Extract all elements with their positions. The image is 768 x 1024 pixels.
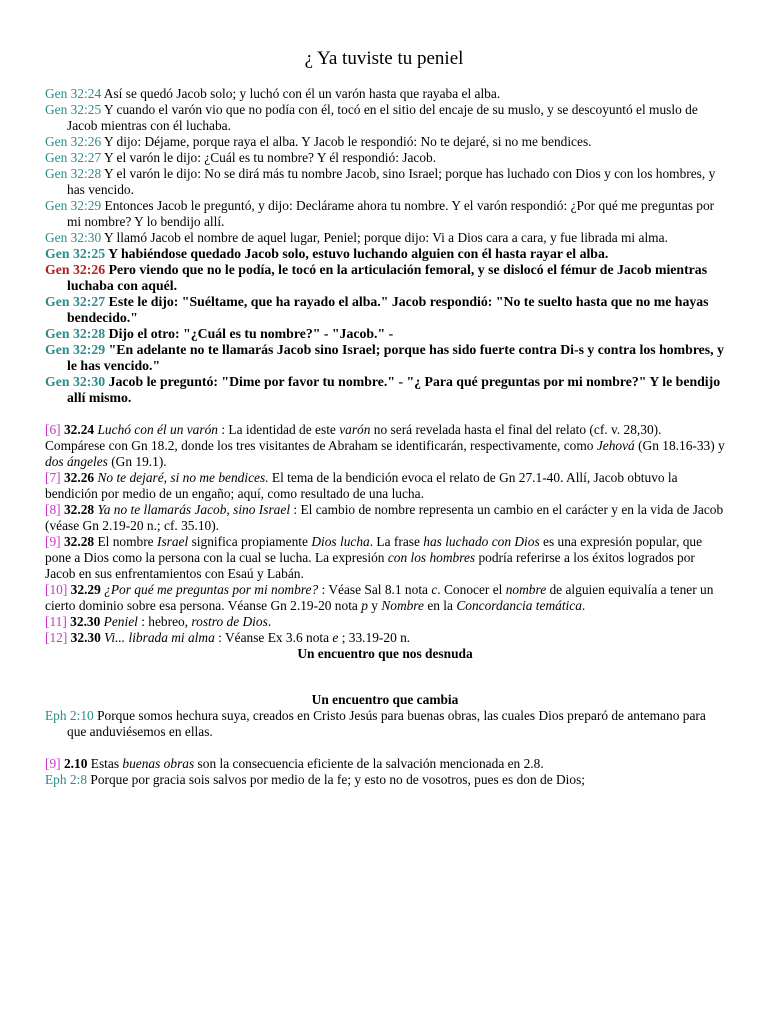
- footnote-number[interactable]: [9]: [45, 756, 61, 771]
- verse-number: 32.28: [63, 534, 95, 549]
- verse-bold: [45, 294, 725, 326]
- verse-ref: Gen 32:29: [45, 342, 106, 357]
- footnote-number[interactable]: [9]: [45, 534, 61, 549]
- verse-ref: Eph 2:10: [45, 708, 94, 723]
- verse-ref: Gen 32:26: [45, 134, 102, 149]
- verse-text: Y el varón le dijo: No se dirá más tu nombre Jacob, sino Israel; porque has luchado con Dios y con los hombres, y has vencido.: [67, 166, 716, 197]
- verse-bold: [45, 246, 725, 262]
- footnote-number[interactable]: [7]: [45, 470, 61, 485]
- footnote-number[interactable]: [6]: [45, 422, 61, 437]
- verse-ref: Gen 32:25: [45, 246, 106, 261]
- verse-bold: [45, 342, 725, 374]
- verse-plain: [45, 102, 725, 134]
- verse-ref: Gen 32:29: [45, 198, 102, 213]
- verse-ref: Gen 32:30: [45, 374, 106, 389]
- verse-text: "En adelante no te llamarás Jacob sino Israel; porque has sido fuerte contra Di-s y contra los hombres, y le has vencido.": [67, 342, 724, 373]
- footnote-number[interactable]: [11]: [45, 614, 67, 629]
- verse-plain: [45, 86, 725, 102]
- footnote: [9] 32.28 El nombre Israel significa propiamente Dios lucha. La frase has luchado con Dios es una expresión popular, que pone a Dios como la persona con la cual se lucha. La expresión con los hombres podría referirse a los éxitos logrados por Jacob en sus enfrentamientos con Esaú y Labán.: [45, 534, 703, 581]
- verse-number: 32.30: [70, 614, 101, 629]
- verse-text: Dijo el otro: "¿Cuál es tu nombre?" - "Jacob." -: [105, 326, 394, 341]
- verse-text: Así se quedó Jacob solo; y luchó con él un varón hasta que rayaba el alba.: [101, 86, 501, 101]
- verse-plain: [45, 166, 725, 198]
- section-heading: Un encuentro que cambia: [311, 692, 459, 707]
- verse-number: 32.24: [63, 422, 95, 437]
- footnote: [11] 32.30 Peniel : hebreo, rostro de Dios.: [45, 614, 272, 629]
- verse-text: Entonces Jacob le preguntó, y dijo: Declárame ahora tu nombre. Y el varón respondió: ¿Por qué me preguntas por mi nombre? Y lo bendijo allí.: [67, 198, 715, 229]
- footnote-number[interactable]: [12]: [45, 630, 68, 645]
- verse-bold: [45, 374, 725, 406]
- footnote: [9] 2.10 Estas buenas obras son la consecuencia eficiente de la salvación mencionada en 2.8.: [45, 756, 544, 771]
- verse-text: Pero viendo que no le podía, le tocó en la articulación femoral, y se dislocó el fémur de Jacob mientras luchaba con aquél.: [67, 262, 708, 293]
- footnote-number[interactable]: [10]: [45, 582, 68, 597]
- verse-bold: [45, 262, 725, 294]
- verse-plain: [45, 708, 725, 740]
- verse-ref: Gen 32:24: [45, 86, 102, 101]
- verse-text: Y llamó Jacob el nombre de aquel lugar, Peniel; porque dijo: Vi a Dios cara a cara, y fue librada mi alma.: [101, 230, 668, 245]
- footnote: [7] 32.26 No te dejaré, si no me bendices. El tema de la bendición evoca el relato de Gn 27.1-40. Allí, Jacob obtuvo la bendición por medio de un engaño; aquí, como resultado de una lucha.: [45, 470, 678, 501]
- verse-text: Jacob le preguntó: "Dime por favor tu nombre." - "¿ Para qué preguntas por mi nombre?" Y le bendijo allí mismo.: [67, 374, 721, 405]
- verse-plain: [45, 150, 725, 166]
- verse-text: Y dijo: Déjame, porque raya el alba. Y Jacob le respondió: No te dejaré, si no me bendices.: [101, 134, 592, 149]
- footnote-number[interactable]: [8]: [45, 502, 61, 517]
- verse-ref: Gen 32:25: [45, 102, 102, 117]
- verse-plain: [45, 772, 725, 788]
- footnote: [12] 32.30 Vi... librada mi alma : Véanse Ex 3.6 nota e ; 33.19-20 n.: [45, 630, 411, 645]
- verse-text: Y el varón le dijo: ¿Cuál es tu nombre? Y él respondió: Jacob.: [101, 150, 437, 165]
- verse-plain: [45, 134, 725, 150]
- verse-ref: Gen 32:28: [45, 326, 106, 341]
- verse-number: 32.30: [70, 630, 101, 645]
- verse-plain: [45, 230, 725, 246]
- verse-ref: Gen 32:26: [45, 262, 106, 277]
- verse-text: Y habiéndose quedado Jacob solo, estuvo luchando alguien con él hasta rayar el alba.: [105, 246, 609, 261]
- verse-text: Y cuando el varón vio que no podía con él, tocó en el sitio del encaje de su muslo, y se descoyuntó el muslo de Jacob mientras con él luchaba.: [67, 102, 698, 133]
- verse-ref: Gen 32:27: [45, 294, 106, 309]
- verse-text: Porque somos hechura suya, creados en Cristo Jesús para buenas obras, las cuales Dios preparó de antemano para que anduviésemos en ellas.: [67, 708, 706, 739]
- footnote: [6] 32.24 Luchó con él un varón : La identidad de este varón no será revelada hasta el final del relato (cf. v. 28,30). Compárese con Gn 18.2, donde los tres visitantes de Abraham se identificarán, respectivamente, como Jehová (Gn 18.16-33) y dos ángeles (Gn 19.1).: [45, 422, 725, 469]
- verse-bold: [45, 326, 725, 342]
- footnote: [8] 32.28 Ya no te llamarás Jacob, sino Israel : El cambio de nombre representa un cambio en el carácter y en la vida de Jacob (véase Gn 2.19-20 n.; cf. 35.10).: [45, 502, 724, 533]
- verse-number: 2.10: [63, 756, 88, 771]
- verse-number: 32.29: [70, 582, 101, 597]
- verse-ref: Gen 32:27: [45, 150, 102, 165]
- verse-ref: Gen 32:30: [45, 230, 102, 245]
- verse-text: Este le dijo: "Suéltame, que ha rayado el alba." Jacob respondió: "No te suelto hasta que no me hayas bendecido.": [67, 294, 709, 325]
- document-body: [45, 86, 725, 788]
- page-title: ¿ Ya tuviste tu peniel: [304, 48, 464, 69]
- verse-number: 32.28: [63, 502, 95, 517]
- verse-plain: [45, 198, 725, 230]
- verse-text: Porque por gracia sois salvos por medio de la fe; y esto no de vosotros, pues es don de Dios;: [87, 772, 586, 787]
- section-heading: Un encuentro que nos desnuda: [297, 646, 473, 661]
- verse-number: 32.26: [63, 470, 95, 485]
- verse-ref: Eph 2:8: [45, 772, 88, 787]
- footnote: [10] 32.29 ¿Por qué me preguntas por mi nombre? : Véase Sal 8.1 nota c. Conocer el nombre de alguien equivalía a tener un cierto dominio sobre esa persona. Véanse Gn 2.19-20 nota p y Nombre en la Concordancia temática.: [45, 582, 714, 613]
- verse-ref: Gen 32:28: [45, 166, 102, 181]
